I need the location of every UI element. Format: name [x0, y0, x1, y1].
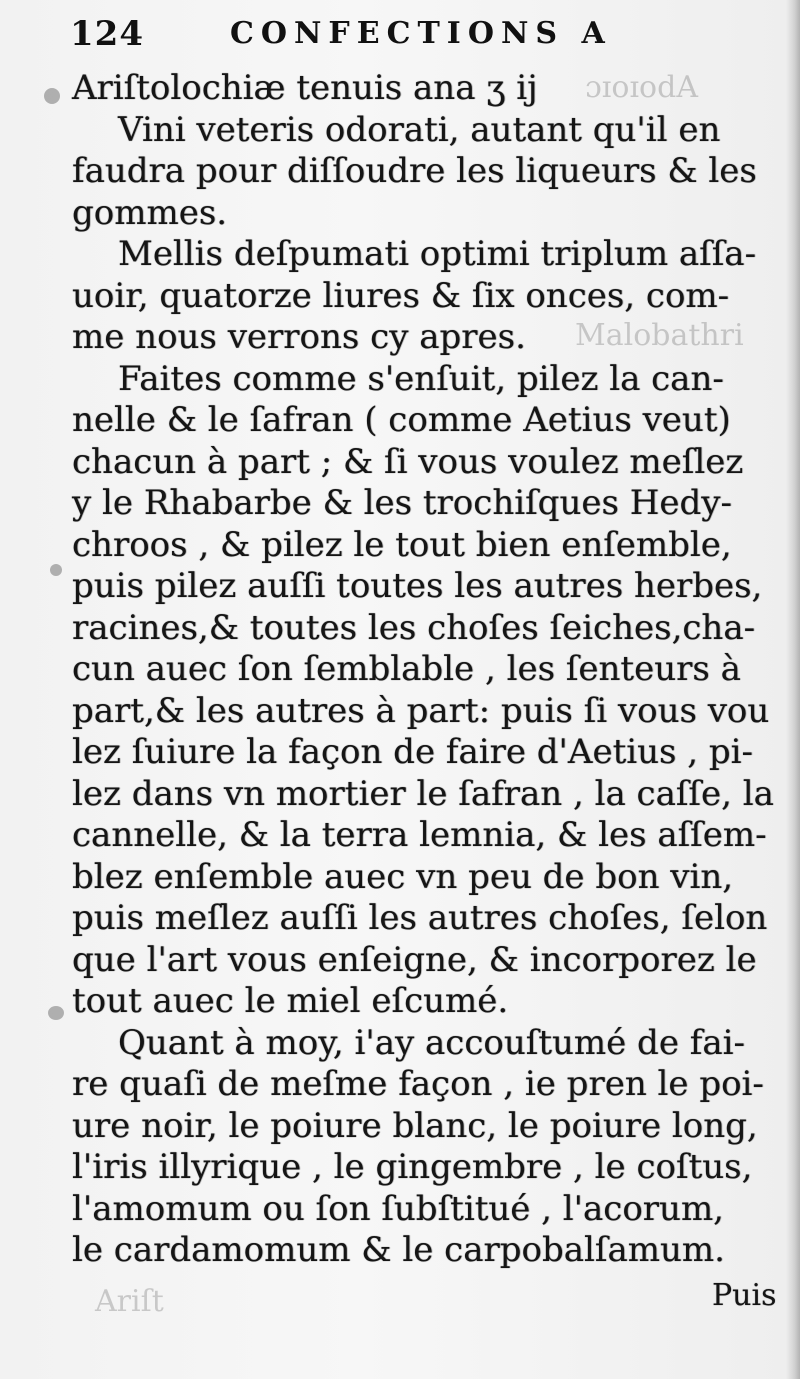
text-line: part,& les autres à part: puis ſi vous vou: [72, 690, 770, 731]
text-line: chroos , & pilez le tout bien enſemble,: [72, 524, 732, 565]
text-line: chacun à part ; & ſi vous voulez meſlez: [72, 441, 744, 482]
text-line: Mellis deſpumati optimi triplum aſſa-: [118, 234, 757, 274]
page-number: 124: [70, 14, 144, 54]
text-line: cun auec ſon ſemblable , les ſenteurs à: [72, 649, 741, 689]
text-line: Quant à moy, i'ay accouſtumé de fai-: [118, 1022, 745, 1063]
body-text: [72, 68, 772, 1272]
ink-smudge: [44, 88, 60, 104]
text-line: le cardamomum & le carpobalſamum.: [72, 1230, 725, 1270]
text-line: lez ſuiure la façon de faire d'Aetius , pi-: [72, 732, 753, 772]
text-line: que l'art vous enſeigne, & incorporez le: [72, 939, 757, 980]
text-line: y le Rhabarbe & les trochiſques Hedy-: [72, 483, 732, 523]
text-line: faudra pour diſſoudre les liqueurs & les: [72, 151, 757, 191]
text-line: l'iris illyrique , le gingembre , le coſtus,: [72, 1147, 753, 1187]
text-line: uoir, quatorze liures & ſix onces, com-: [72, 275, 730, 316]
text-line: nelle & le ſafran ( comme Aetius veut): [72, 400, 731, 440]
text-line: lez dans vn mortier le ſafran , la caſſe, la: [72, 773, 774, 814]
text-line: gommes.: [72, 192, 228, 233]
text-line: Ariſtolochiæ tenuis ana ʒ ij: [72, 68, 538, 108]
text-line: re quaſi de meſme façon , ie pren le poi-: [72, 1064, 764, 1104]
running-title: CONFECTIONS A: [230, 16, 612, 51]
text-line: blez enſemble auec vn peu de bon vin,: [72, 856, 734, 897]
show-through-text: Ariſt: [95, 1284, 164, 1319]
text-line: ure noir, le poiure blanc, le poiure long,: [72, 1105, 758, 1146]
catchword: Puis: [712, 1278, 777, 1313]
text-line: puis pilez auſſi toutes les autres herbes,: [72, 566, 763, 606]
show-through-text: ɔɪoɪodA: [585, 70, 698, 105]
text-line: me nous verrons cy apres.: [72, 317, 526, 357]
text-line: puis meſlez auſſi les autres choſes, ſelon: [72, 898, 768, 938]
ink-smudge: [50, 564, 62, 576]
show-through-text: Malobathri: [575, 318, 744, 353]
text-line: cannelle, & la terra lemnia, & les aſſem-: [72, 815, 767, 855]
page-header: [70, 14, 770, 54]
ink-smudge: [48, 1006, 64, 1020]
text-line: racines,& toutes les choſes ſeiches,cha-: [72, 607, 756, 648]
page-edge-shadow: [786, 0, 800, 1379]
text-line: l'amomum ou ſon ſubſtitué , l'acorum,: [72, 1188, 724, 1229]
text-line: Vini veteris odorati, autant qu'il en: [118, 109, 721, 150]
text-line: Faites comme s'enſuit, pilez la can-: [118, 358, 724, 399]
text-line: tout auec le miel eſcumé.: [72, 981, 509, 1021]
